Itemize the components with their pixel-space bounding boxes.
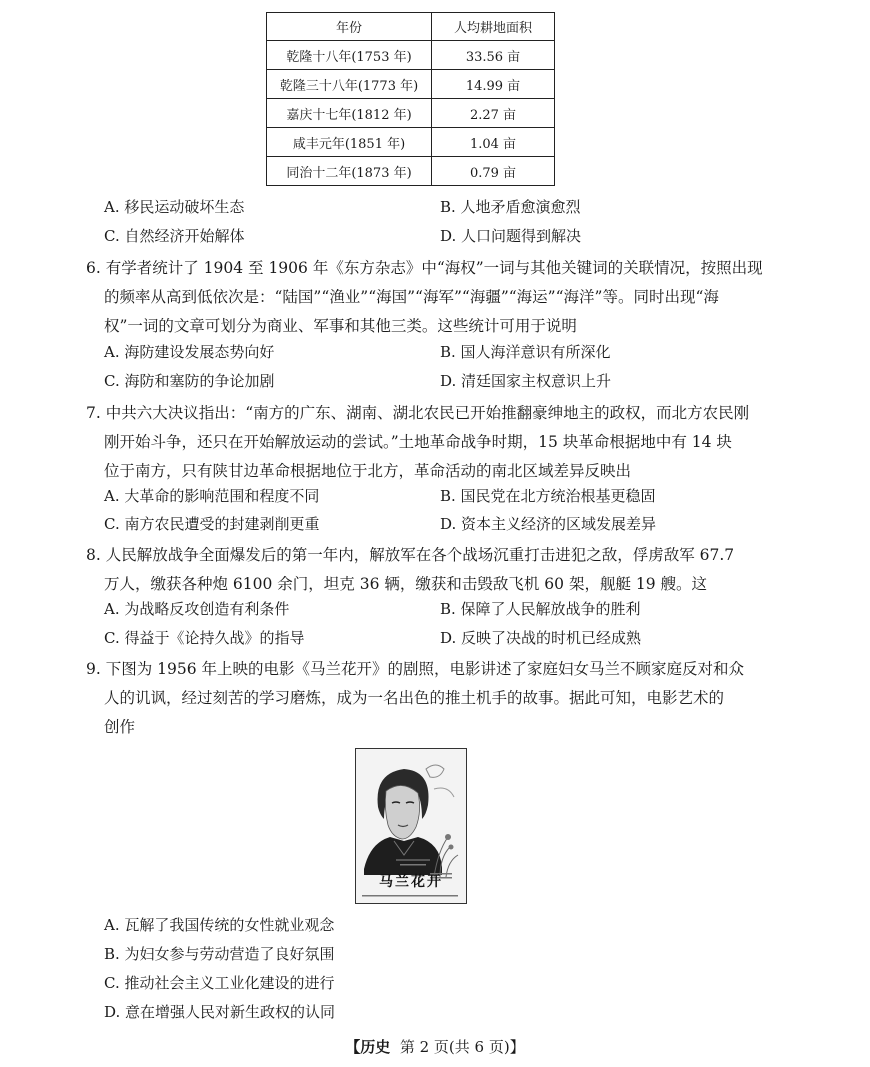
q8-option-d[interactable]: D. 反映了决战的时机已经成熟 (440, 629, 642, 647)
table-row (267, 99, 555, 128)
q8-option-a[interactable]: A. 为战略反攻创造有利条件 (104, 600, 290, 618)
q6-line: 权”一词的文章可划分为商业、军事和其他三类。这些统计可用于说明 (104, 317, 577, 335)
table-cell-year: 同治十二年(1873 年) (267, 157, 432, 186)
table-cell-area: 2.27 亩 (432, 99, 555, 128)
q9-line: 创作 (104, 718, 136, 736)
q9-option-d[interactable]: D. 意在增强人民对新生政权的认同 (104, 1003, 336, 1021)
q6-option-a[interactable]: A. 海防建设发展态势向好 (104, 343, 275, 361)
q7-line: 位于南方，只有陕甘边革命根据地位于北方，革命活动的南北区域差异反映出 (104, 462, 632, 480)
table-cell-year: 乾隆三十八年(1773 年) (267, 70, 432, 99)
q7-option-b[interactable]: B. 国民党在北方统治根基更稳固 (440, 487, 656, 505)
page-footer (0, 1036, 870, 1057)
q7-option-c[interactable]: C. 南方农民遭受的封建剥削更重 (104, 515, 320, 533)
q9-option-c[interactable]: C. 推动社会主义工业化建设的进行 (104, 974, 335, 992)
poster-title: 马兰花开 (379, 874, 443, 890)
table-row (267, 41, 555, 70)
table-row (267, 70, 555, 99)
q5-option-c[interactable]: C. 自然经济开始解体 (104, 227, 245, 245)
footer-page-number: 第 2 页(共 6 页)】 (399, 1038, 525, 1056)
q7-option-a[interactable]: A. 大革命的影响范围和程度不同 (104, 487, 320, 505)
q6-option-c[interactable]: C. 海防和塞防的争论加剧 (104, 372, 275, 390)
farmland-table (266, 12, 555, 186)
table-cell-area: 33.56 亩 (432, 41, 555, 70)
q5-option-b[interactable]: B. 人地矛盾愈演愈烈 (440, 198, 581, 216)
table-header-area: 人均耕地面积 (432, 13, 555, 41)
table-cell-year: 乾隆十八年(1753 年) (267, 41, 432, 70)
q9-option-b[interactable]: B. 为妇女参与劳动营造了良好氛围 (104, 945, 335, 963)
q6-option-d[interactable]: D. 清廷国家主权意识上升 (440, 372, 612, 390)
q8-option-c[interactable]: C. 得益于《论持久战》的指导 (104, 629, 305, 647)
table-cell-year: 咸丰元年(1851 年) (267, 128, 432, 157)
table-row (267, 157, 555, 186)
q8-stem (86, 541, 734, 599)
q7-line: 7. 中共六大决议指出：“南方的广东、湖南、湖北农民已开始推翻豪绅地主的政权，而北方农民刚 (86, 404, 750, 422)
table-cell-area: 14.99 亩 (432, 70, 555, 99)
q5-option-a[interactable]: A. 移民运动破坏生态 (104, 198, 245, 216)
q9-option-a[interactable]: A. 瓦解了我国传统的女性就业观念 (104, 916, 335, 934)
q8-option-b[interactable]: B. 保障了人民解放战争的胜利 (440, 600, 641, 618)
q8-line: 万人，缴获各种炮 6100 余门，坦克 36 辆，缴获和击毁敌飞机 60 架，舰艇 19 艘。这 (104, 575, 708, 593)
table-row (267, 128, 555, 157)
q7-option-d[interactable]: D. 资本主义经济的区域发展差异 (440, 515, 657, 533)
table-cell-area: 1.04 亩 (432, 128, 555, 157)
q5-option-d[interactable]: D. 人口问题得到解决 (440, 227, 582, 245)
movie-poster (355, 748, 467, 904)
q9-line: 人的讥讽，经过刻苦的学习磨炼，成为一名出色的推土机手的故事。据此可知，电影艺术的 (104, 689, 725, 707)
table-header-row (267, 13, 555, 41)
q7-stem (86, 399, 749, 486)
table-cell-area: 0.79 亩 (432, 157, 555, 186)
q9-line: 9. 下图为 1956 年上映的电影《马兰花开》的剧照，电影讲述了家庭妇女马兰不顾家庭反对和众 (86, 660, 745, 678)
table-header-year: 年份 (267, 13, 432, 41)
q9-stem (86, 655, 744, 742)
q8-line: 8. 人民解放战争全面爆发后的第一年内，解放军在各个战场沉重打击进犯之敌，俘虏敌军 67.7 (86, 546, 735, 564)
table-cell-year: 嘉庆十七年(1812 年) (267, 99, 432, 128)
q6-line: 的频率从高到低依次是：“陆国”“渔业”“海国”“海军”“海疆”“海运”“海洋”等。同时出现“海 (104, 288, 719, 306)
q7-line: 刚开始斗争，还只在开始解放运动的尝试。”土地革命战争时期，15 块革命根据地中有 14 块 (104, 433, 732, 451)
q6-line: 6. 有学者统计了 1904 至 1906 年《东方杂志》中“海权”一词与其他关键词的关联情况，按照出现 (86, 259, 763, 277)
q6-stem (86, 254, 763, 341)
footer-subject: 【历史 (345, 1038, 391, 1056)
q6-option-b[interactable]: B. 国人海洋意识有所深化 (440, 343, 611, 361)
